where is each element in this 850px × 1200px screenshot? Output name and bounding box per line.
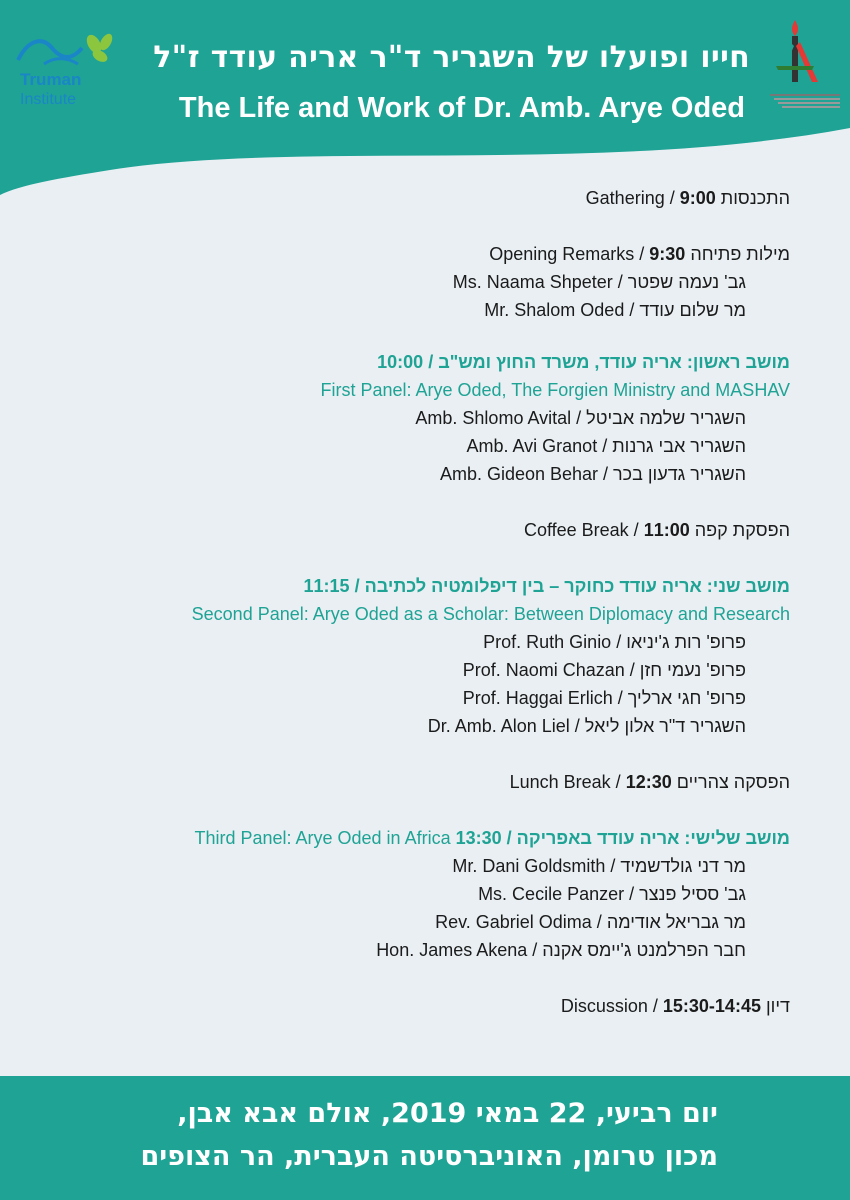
opening-row bbox=[489, 244, 790, 265]
speaker: Mr. Shalom Oded / מר שלום עודד bbox=[484, 300, 746, 320]
speaker: Amb. Shlomo Avital / השגריר שלמה אביטל bbox=[415, 408, 746, 428]
panel1-hebrew-row bbox=[377, 352, 790, 373]
panel-title-hebrew: מושב ראשון: אריה עודד, משרד החוץ ומש"ב / bbox=[428, 352, 790, 372]
session-text: Opening Remarks / מילות פתיחה bbox=[489, 244, 790, 264]
title-english: The Life and Work of Dr. Amb. Arye Oded bbox=[178, 92, 745, 124]
session-text: Coffee Break / הפסקת קפה bbox=[523, 520, 790, 540]
coffee-row bbox=[524, 520, 790, 541]
speaker: Ms. Naama Shpeter / גב' נעמה שפטר bbox=[452, 272, 746, 292]
discussion-row bbox=[561, 996, 790, 1017]
panel2-hebrew-row bbox=[304, 576, 790, 597]
speaker: Prof. Naomi Chazan / פרופ' נעמי חזן bbox=[462, 660, 746, 680]
speaker: Rev. Gabriel Odima / מר גבריאל אודימה bbox=[435, 912, 746, 932]
session-time: 10:00 bbox=[377, 352, 424, 372]
session-text: Discussion / דיון bbox=[560, 996, 790, 1016]
speaker: Amb. Gideon Behar / השגריר גדעון בכר bbox=[439, 464, 746, 484]
emblem-icon bbox=[760, 16, 830, 91]
session-text: Lunch Break / הפסקה צהריים bbox=[509, 772, 790, 792]
title-hebrew: חייו ופועלו של השגריר ד"ר אריה עודד ז"ל bbox=[153, 40, 750, 75]
hebrew-university-logo bbox=[760, 16, 845, 126]
gathering-row bbox=[586, 188, 790, 209]
session-text: Gathering / התכנסות bbox=[585, 188, 790, 208]
session-time: 11:15 bbox=[303, 576, 350, 596]
truman-institute-logo bbox=[14, 30, 124, 120]
speaker: Mr. Dani Goldsmith / מר דני גולדשמיד bbox=[452, 856, 746, 876]
session-time: 13:30 bbox=[455, 828, 502, 848]
speaker: Amb. Avi Granot / השגריר אבי גרנות bbox=[466, 436, 746, 456]
logo-caption bbox=[760, 92, 840, 110]
session-time: 9:00 bbox=[679, 188, 716, 208]
speaker: Prof. Haggai Erlich / פרופ' חגי ארליך bbox=[462, 688, 746, 708]
speaker: Ms. Cecile Panzer / גב' ססיל פנצר bbox=[478, 884, 746, 904]
panel-title-english: Third Panel: Arye Oded in Africa bbox=[194, 828, 451, 848]
panel-title-hebrew: מושב שלישי: אריה עודד באפריקה / bbox=[506, 828, 790, 848]
speaker: Dr. Amb. Alon Liel / השגריר ד"ר אלון ליאל bbox=[427, 716, 746, 736]
footer-banner bbox=[0, 1076, 850, 1200]
wave-leaf-icon bbox=[14, 30, 124, 75]
lunch-row bbox=[510, 772, 790, 793]
session-time: 9:30 bbox=[649, 244, 686, 264]
session-time: 15:30-14:45 bbox=[662, 996, 761, 1016]
footer-location: מכון טרומן, האוניברסיטה העברית, הר הצופים bbox=[140, 1141, 718, 1172]
speaker: Prof. Ruth Ginio / פרופ' רות ג'יניאו bbox=[483, 632, 746, 652]
panel3-row bbox=[194, 828, 790, 849]
panel-title-hebrew: מושב שני: אריה עודד כחוקר – בין דיפלומטיה לכתיבה / bbox=[354, 576, 790, 596]
footer-date-venue: יום רביעי, 22 במאי 2019, אולם אבא אבן, bbox=[177, 1098, 718, 1129]
session-time: 12:30 bbox=[625, 772, 672, 792]
panel-title-english: Second Panel: Arye Oded as a Scholar: Between Diplomacy and Research bbox=[191, 604, 790, 624]
panel-title-english: First Panel: Arye Oded, The Forgien Ministry and MASHAV bbox=[320, 380, 790, 400]
logo-text-truman: Truman bbox=[20, 70, 82, 89]
session-time: 11:00 bbox=[643, 520, 690, 540]
logo-text-institute: Institute bbox=[20, 91, 77, 108]
speaker: Hon. James Akena / חבר הפרלמנט ג'יימס אקנה bbox=[376, 940, 746, 960]
